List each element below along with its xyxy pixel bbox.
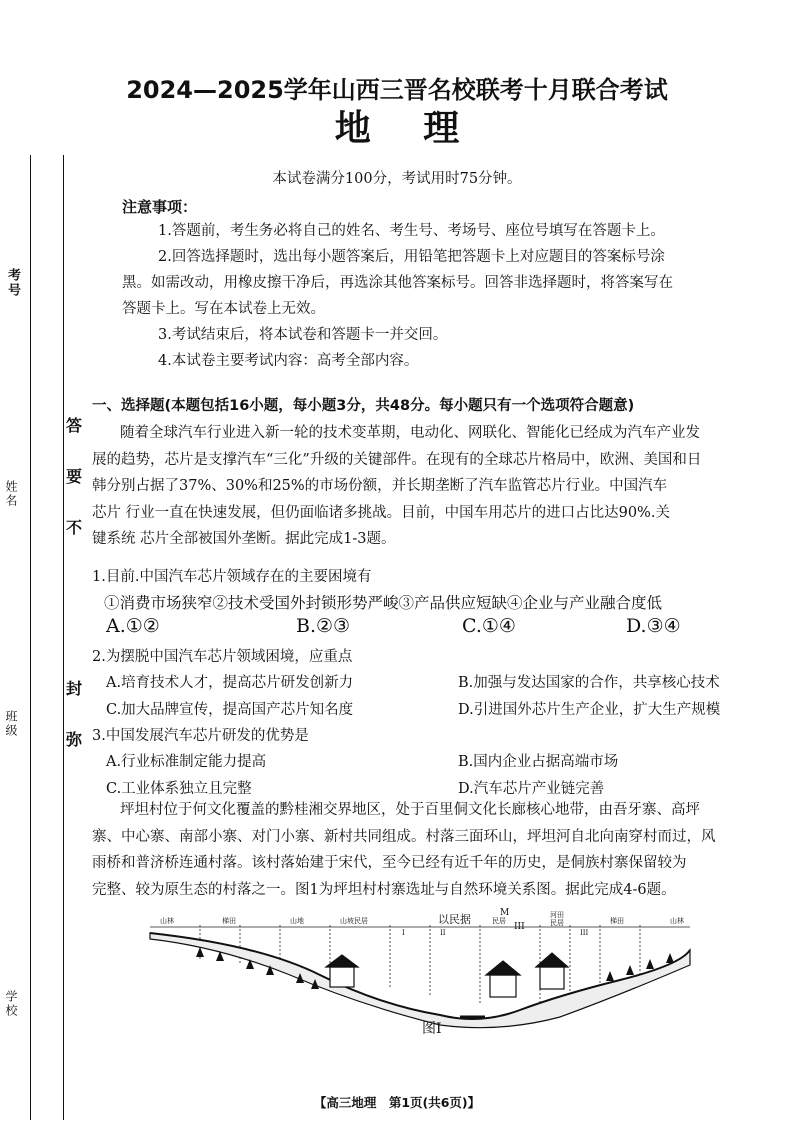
fig-label: M bbox=[500, 908, 510, 918]
fig-label: 梯田 bbox=[610, 917, 624, 925]
exam-info: 本试卷满分100分，考试用时75分钟。 bbox=[272, 171, 522, 187]
label-kaohao: 考号 bbox=[5, 268, 20, 298]
q2-stem: 2.为摆脱中国汽车芯片领域困境，应重点 bbox=[92, 649, 353, 665]
notice-line-4: 答题卡上。写在本试卷上无效。 bbox=[122, 301, 325, 317]
fig-label: 山地 bbox=[290, 917, 304, 925]
q1-option-b: B.②③ bbox=[296, 615, 351, 637]
q2-option-a: A.培育技术人才，提高芯片研发创新力 bbox=[106, 675, 354, 691]
q1-option-d: D.③④ bbox=[626, 615, 681, 637]
passage-1-line: 键系统 芯片全部被国外垄断。据此完成1-3题。 bbox=[92, 531, 396, 547]
q3-option-a: A.行业标准制定能力提高 bbox=[106, 754, 267, 770]
fig-label: 河田 bbox=[550, 911, 564, 919]
seal-char-da: 答 bbox=[66, 416, 83, 435]
seal-char-feng: 封 bbox=[66, 679, 83, 698]
q1-option-a: A.①② bbox=[106, 615, 160, 637]
passage-2 bbox=[92, 797, 778, 903]
q3-stem: 3.中国发展汽车芯片研发的优势是 bbox=[92, 728, 309, 744]
passage-1-line: 展的趋势，芯片是支撑汽车“三化”升级的关键部件。在现有的全球芯片格局中，欧洲、美国和日 bbox=[92, 451, 702, 468]
seal-char-yao: 要 bbox=[66, 467, 83, 486]
fig-label: III bbox=[514, 922, 525, 932]
q1-option-c: C.①④ bbox=[462, 615, 516, 637]
passage-2-line: 寨、中心寨、南部小寨、对门小寨、新村共同组成。村落三面环山，坪坦河自北向南穿村而过，风 bbox=[92, 828, 716, 845]
fig-label: 民居 bbox=[492, 917, 506, 925]
figure-caption: 图I bbox=[422, 1021, 442, 1037]
seal-char-bu: 不 bbox=[66, 518, 83, 537]
q2-option-c: C.加大品牌宣传，提高国产芯片知名度 bbox=[106, 702, 354, 718]
passage-1-line: 随着全球汽车行业进入新一轮的技术变革期，电动化、网联化、智能化已经成为汽车产业发 bbox=[120, 425, 700, 441]
notice-line-2: 2.回答选择题时，选出每小题答案后，用铅笔把答题卡上对应题目的答案标号涂 bbox=[158, 249, 665, 265]
binding-line-right bbox=[63, 155, 64, 1120]
passage-2-line: 完整、较为原生态的村落之一。图1为坪坦村村寨选址与自然环境关系图。据此完成4-6题。 bbox=[92, 881, 676, 898]
fig-label: I bbox=[402, 929, 405, 937]
notice-line-3: 黑。如需改动，用橡皮擦干净后，再选涂其他答案标号。回答非选择题时，将答案写在 bbox=[122, 275, 673, 291]
passage-1 bbox=[92, 420, 778, 553]
fig-label: 山林 bbox=[670, 917, 684, 925]
fig-label: 山坡民居 bbox=[340, 917, 368, 925]
passage-1-line: 韩分别占据了37%、30%和25%的市场份额，并长期垄断了汽车监管芯片行业。中国汽车 bbox=[92, 478, 668, 494]
notice-line-6: 4.本试卷主要考试内容：高考全部内容。 bbox=[158, 353, 419, 369]
q3-option-b: B.国内企业占据高端市场 bbox=[458, 754, 619, 770]
section-title: 一、选择题(本题包括16小题，每小题3分，共48分。每小题只有一个选项符合题意) bbox=[92, 398, 635, 414]
q1-stem: 1.目前.中国汽车芯片领域存在的主要困境有 bbox=[92, 569, 372, 585]
label-xuexiao: 学校 bbox=[4, 990, 18, 1018]
notice-block bbox=[122, 218, 742, 374]
seal-char-mi: 弥 bbox=[66, 730, 83, 749]
fig-label: 以民据 bbox=[438, 913, 471, 926]
fig-label: III bbox=[580, 929, 589, 937]
q2-option-d: D.引进国外芯片生产企业，扩大生产规模 bbox=[458, 702, 721, 718]
binding-line-left bbox=[30, 155, 31, 1120]
q2-option-b: B.加强与发达国家的合作，共享核心技术 bbox=[458, 675, 720, 691]
passage-1-line: 芯片 行业一直在快速发展，但仍面临诸多挑战。目前，中国车用芯片的进口占比达90%.关 bbox=[92, 504, 670, 521]
notice-line-1: 1.答题前，考生务必将自己的姓名、考生号、考场号、座位号填写在答题卡上。 bbox=[158, 223, 665, 239]
label-xingming: 姓名 bbox=[4, 480, 18, 508]
notice-line-5: 3.考试结束后，将本试卷和答题卡一并交回。 bbox=[158, 327, 448, 343]
q3-option-d: D.汽车芯片产业链完善 bbox=[458, 781, 605, 797]
figure-svg bbox=[140, 905, 700, 1045]
fig-label: 民居 bbox=[550, 919, 564, 927]
passage-2-line: 雨桥和普济桥连通村落。该村落始建于宋代，至今已经有近千年的历史，是侗族村寨保留较为 bbox=[92, 855, 687, 871]
page-footer: 【高三地理 第1页(共6页)】 bbox=[313, 1095, 481, 1110]
label-banji: 班级 bbox=[4, 710, 18, 738]
subject-title: 地 理 bbox=[334, 108, 460, 149]
figure-village-profile bbox=[140, 905, 700, 1045]
exam-title: 2024—2025学年山西三晋名校联考十月联合考试 bbox=[126, 76, 668, 104]
fig-label: 山林 bbox=[160, 917, 174, 925]
fig-label: II bbox=[440, 929, 446, 937]
q1-items: ①消费市场狭窄②技术受国外封锁形势严峻③产品供应短缺④企业与产业融合度低 bbox=[104, 594, 663, 612]
notice-heading: 注意事项： bbox=[122, 198, 198, 216]
passage-2-line: 坪坦村位于何文化覆盖的黔桂湘交界地区，处于百里侗文化长廊核心地带，由吾牙寨、高坪 bbox=[120, 802, 700, 818]
fig-label: 梯田 bbox=[222, 917, 236, 925]
q3-option-c: C.工业体系独立且完整 bbox=[106, 781, 252, 797]
